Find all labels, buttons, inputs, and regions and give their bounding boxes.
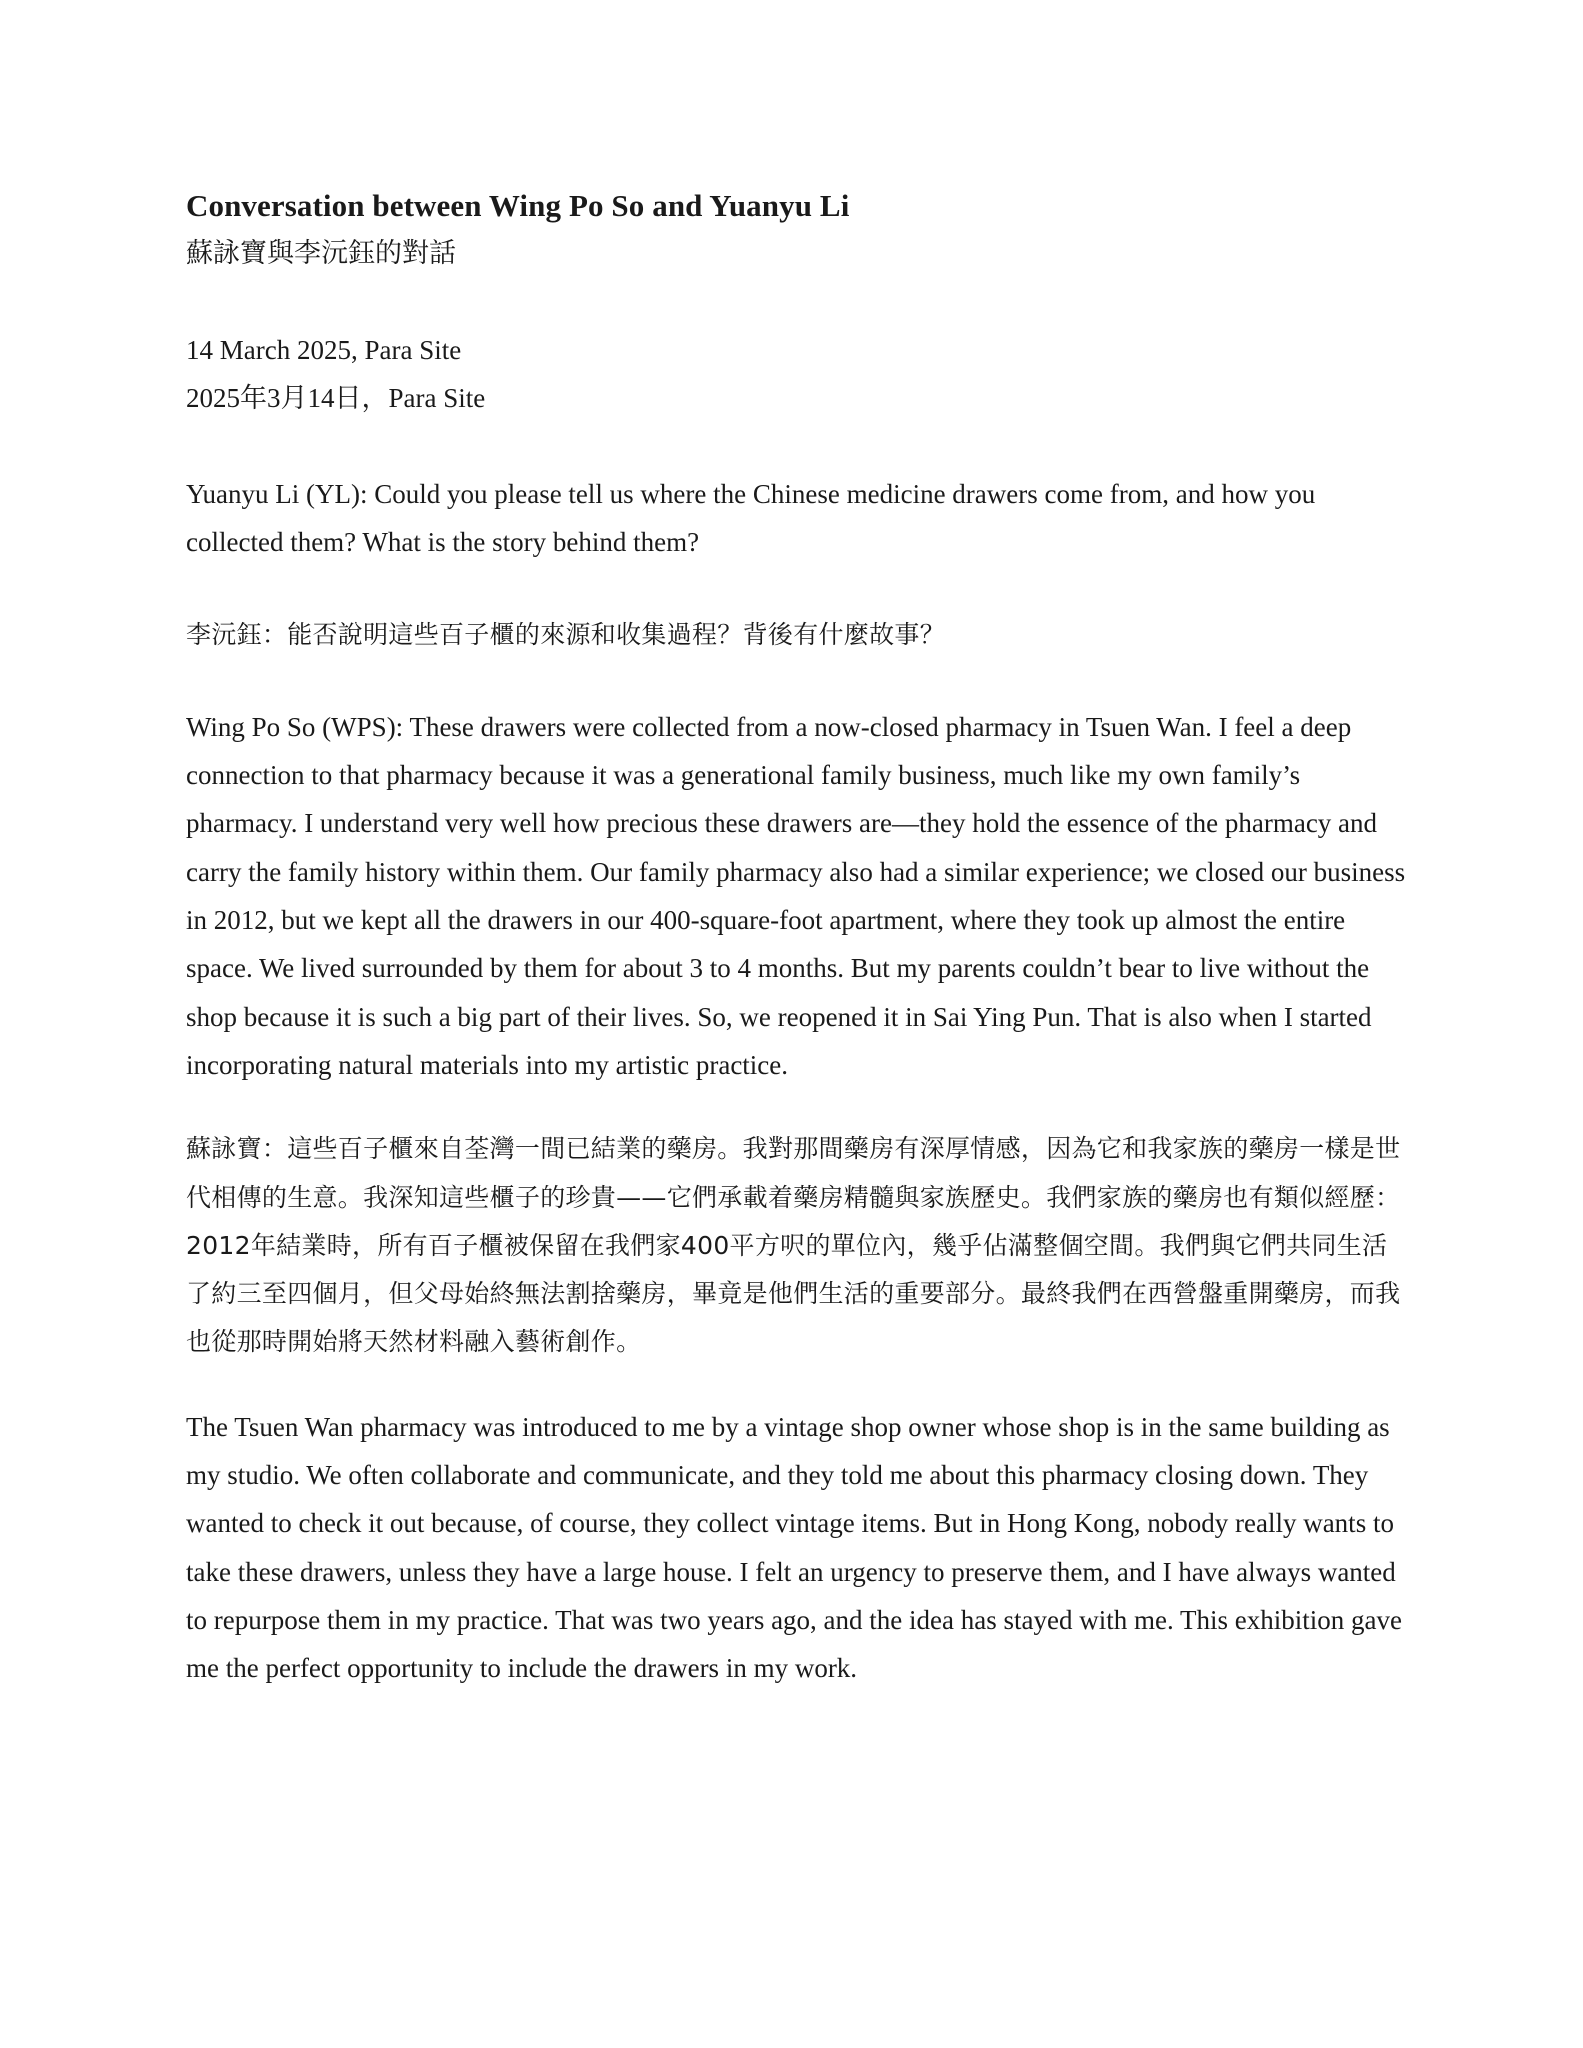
question-english: Yuanyu Li (YL): Could you please tell us where the Chinese medicine drawers come from, and how you collected them? What is the story behind them? (186, 479, 1316, 558)
answer-english: Wing Po So (WPS): These drawers were collected from a now-closed pharmacy in Tsuen Wan. I feel a deep connection to that pharmacy because it was a generational family business, much like my own family’s pharmacy. I understand very well how precious these drawers are—they hold the essence of the pharmacy and carry the family history within them. Our family pharmacy also had a similar experience; we closed our business in 2012, but we kept all the drawers in our 400-square-foot apartment, where they took up almost the entire space. We lived surrounded by them for about 3 to 4 months. But my parents couldn’t bear to live without the shop because it is such a big part of their lives. So, we reopened it in Sai Ying Pun. That is also when I started incorporating natural materials into my artistic practice. (186, 711, 1406, 1080)
answer-continued-english: The Tsuen Wan pharmacy was introduced to me by a vintage shop owner whose shop is in the same building as my studio. We often collaborate and communicate, and they told me about this pharmacy closing down. They wanted to check it out because, of course, they collect vintage items. But in Hong Kong, nobody really wants to take these drawers, unless they have a large house. I felt an urgency to preserve them, and I have always wanted to repurpose them in my practice. That was two years ago, and the idea has stayed with me. This exhibition gave me the perfect opportunity to include the drawers in my work. (186, 1411, 1402, 1684)
answer-chinese: 蘇詠寶：這些百子櫃來自荃灣一間已結業的藥房。我對那間藥房有深厚情感，因為它和我家族的藥房一樣是世代相傳的生意。我深知這些櫃子的珍貴——它們承載着藥房精髓與家族歷史。我們家族的藥房也有類似經歷：2012年結業時，所有百子櫃被保留在我們家400平方呎的單位內，幾乎佔滿整個空間。我們與它們共同生活了約三至四個月，但父母始終無法割捨藥房，畢竟是他們生活的重要部分。最終我們在西營盤重開藥房，而我也從那時開始將天然材料融入藝術創作。 (186, 1134, 1401, 1357)
question-chinese: 李沅鈺：能否說明這些百子櫃的來源和收集過程？背後有什麼故事？ (186, 619, 946, 649)
date-location-english: 14 March 2025, Para Site (186, 335, 462, 365)
document-title-chinese: 蘇詠寶與李沅鈺的對話 (186, 238, 456, 269)
date-location-block (186, 326, 1406, 422)
date-location-chinese: 2025年3月14日，Para Site (186, 383, 486, 413)
document-body (186, 182, 1406, 1693)
document-title: Conversation between Wing Po So and Yuanyu Li (186, 188, 850, 223)
